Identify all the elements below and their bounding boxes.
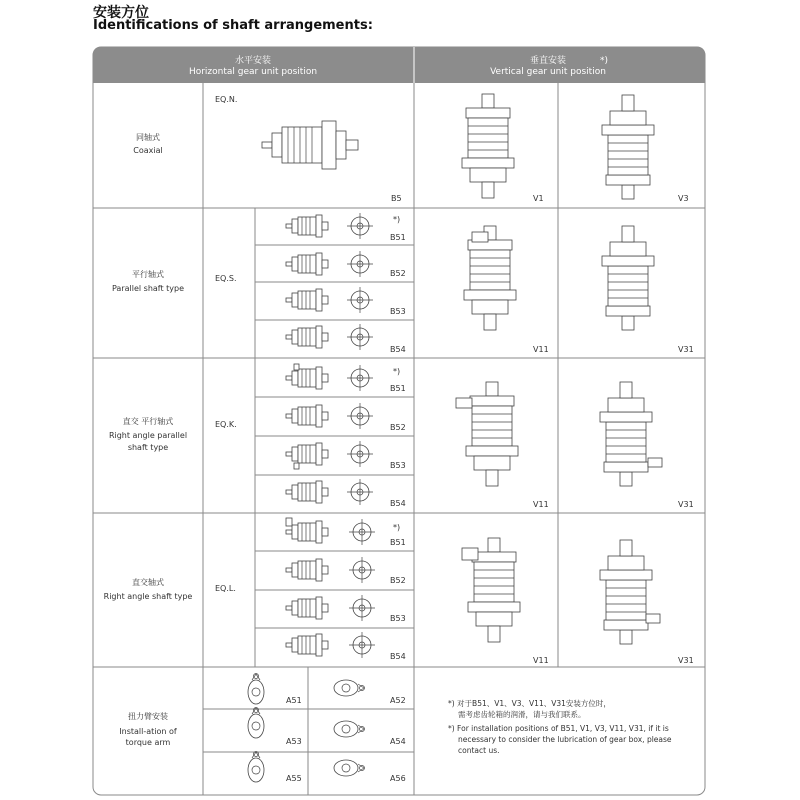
type-eql: EQ.L. <box>215 584 236 593</box>
torque-a56-drawing <box>334 760 365 776</box>
note-cn-2: 需考虑齿轮箱的润滑，请与我们联系。 <box>458 710 586 719</box>
pos-a51: A51 <box>286 696 302 705</box>
parallel-v31-drawing <box>602 226 654 330</box>
note-en-1: *) For installation positions of B51, V1, V3, V11, V31, if it is <box>448 724 669 733</box>
row-torque-en2: torque arm <box>125 738 171 747</box>
rightangle-v31-drawing <box>600 540 652 644</box>
star-eqs: *) <box>393 215 401 224</box>
row-rightangle-cn: 直交轴式 <box>132 578 164 587</box>
note-en-2: necessary to consider the lubrication of gear box, please <box>458 735 672 744</box>
note-cn-1: *) 对于B51、V1、V3、V11、V31安装方位时， <box>448 699 611 708</box>
pos-eqk-b54: B54 <box>390 499 406 508</box>
row-rightangle-parallel-cn: 直交 平行轴式 <box>122 417 174 426</box>
header-vertical-en: Vertical gear unit position <box>490 67 606 77</box>
pos-a56: A56 <box>390 774 406 783</box>
star-eqk: *) <box>393 367 401 376</box>
header-horizontal-cn: 水平安装 <box>234 56 272 66</box>
torque-a52-drawing <box>334 680 365 696</box>
pos-a54: A54 <box>390 737 406 746</box>
pos-eqs-b51: B51 <box>390 233 406 242</box>
coaxial-horizontal-drawing <box>262 121 358 169</box>
pos-eqs-b52: B52 <box>390 269 406 278</box>
pos-eqs-v11: V11 <box>533 345 549 354</box>
star-eql: *) <box>393 523 401 532</box>
coaxial-v3-drawing <box>602 95 654 199</box>
pos-eqk-v31: V31 <box>678 500 694 509</box>
row-parallel-cn: 平行轴式 <box>132 270 164 279</box>
rightangle-parallel-v31-drawing <box>600 382 652 486</box>
pos-a55: A55 <box>286 774 302 783</box>
pos-eqs-v31: V31 <box>678 345 694 354</box>
pos-eqs-b54: B54 <box>390 345 406 354</box>
pos-eql-b53: B53 <box>390 614 406 623</box>
coaxial-v1-drawing <box>462 94 514 198</box>
pos-eql-v11: V11 <box>533 656 549 665</box>
table-header <box>93 47 705 83</box>
header-vertical-star: *) <box>600 56 609 66</box>
page-title-cn: 安装方位 <box>93 5 149 21</box>
rightangle-parallel-v11-drawing <box>466 382 518 486</box>
row-torque-en1: Install-ation of <box>119 727 177 736</box>
pos-eqk-b51: B51 <box>390 384 406 393</box>
pos-eql-b54: B54 <box>390 652 406 661</box>
pos-eql-b52: B52 <box>390 576 406 585</box>
header-vertical-cn: 垂直安装 <box>529 56 567 66</box>
torque-a55-drawing <box>248 752 264 783</box>
type-eqk: EQ.K. <box>215 420 237 429</box>
pos-eql-b51: B51 <box>390 538 406 547</box>
type-eqs: EQ.S. <box>215 274 237 283</box>
note-en-3: contact us. <box>458 746 500 755</box>
torque-a53-drawing <box>248 708 264 739</box>
pos-eqk-b52: B52 <box>390 423 406 432</box>
page-title-en: Identifications of shaft arrangements: <box>93 18 373 33</box>
pos-eqk-b53: B53 <box>390 461 406 470</box>
row-rightangle-parallel-en1: Right angle parallel <box>108 431 188 440</box>
pos-b5: B5 <box>391 194 402 203</box>
torque-a51-drawing <box>248 674 264 705</box>
torque-a54-drawing <box>334 721 365 737</box>
pos-v1: V1 <box>533 194 544 203</box>
pos-a52: A52 <box>390 696 406 705</box>
row-rightangle-en: Right angle shaft type <box>103 592 193 601</box>
pos-eqs-b53: B53 <box>390 307 406 316</box>
row-parallel-en: Parallel shaft type <box>111 284 185 293</box>
pos-eql-v31: V31 <box>678 656 694 665</box>
row-rightangle-parallel-en2: shaft type <box>127 443 169 452</box>
row-torque-cn: 扭力臂安装 <box>128 712 168 721</box>
header-horizontal-en: Horizontal gear unit position <box>188 67 318 77</box>
pos-a53: A53 <box>286 737 302 746</box>
pos-v3: V3 <box>678 194 689 203</box>
row-coaxial-cn: 同轴式 <box>136 133 160 142</box>
pos-eqk-v11: V11 <box>533 500 549 509</box>
type-eqn: EQ.N. <box>215 95 238 104</box>
row-coaxial-en: Coaxial <box>133 146 163 155</box>
